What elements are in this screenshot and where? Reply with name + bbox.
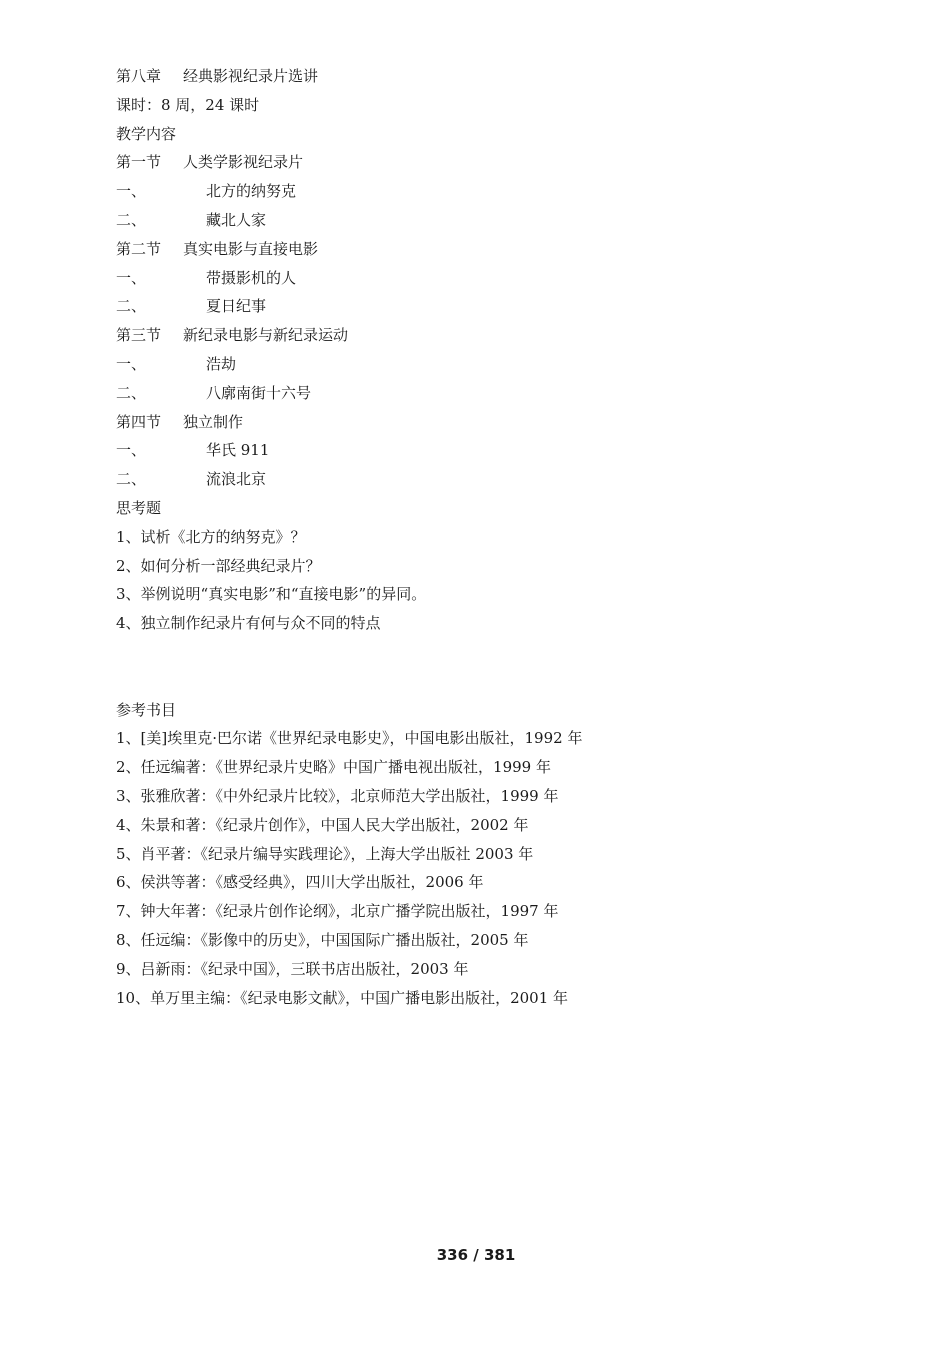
reference-item: 3、张雅欣著：《中外纪录片比较》，北京师范大学出版社，1999 年: [116, 786, 559, 805]
chapter-heading: 第八章 经典影视纪录片选讲: [116, 67, 319, 85]
document-body: [116, 62, 896, 1012]
reference-item: 10、单万里主编：《纪录电影文献》，中国广播电影出版社，2001 年: [116, 988, 569, 1007]
section-heading: 第二节 真实电影与直接电影: [116, 239, 319, 258]
section-item: 二、 八廓南街十六号: [116, 383, 312, 402]
reference-item: 8、任远编：《影像中的历史》，中国国际广播出版社，2005 年: [116, 930, 529, 949]
page-number: 336 / 381: [436, 1246, 516, 1264]
section-heading: 第三节 新纪录电影与新纪录运动: [116, 326, 349, 345]
section-item: 二、 流浪北京: [116, 470, 267, 489]
hours-line: 课时：8 周，24 课时: [116, 95, 260, 114]
section-item: 二、 夏日纪事: [116, 297, 267, 316]
section-item: 一、 浩劫: [116, 354, 237, 373]
reference-item: 1、[美]埃里克·巴尔诺《世界纪录电影史》，中国电影出版社，1992 年: [116, 729, 583, 748]
section-heading: 第一节 人类学影视纪录片: [116, 153, 304, 172]
content-heading: 教学内容: [116, 124, 177, 143]
section-item: 一、 华氏 911: [116, 441, 270, 460]
section-item: 二、 藏北人家: [116, 210, 267, 229]
reference-item: 9、吕新雨：《纪录中国》，三联书店出版社，2003 年: [116, 959, 469, 978]
reference-item: 2、任远编著：《世界纪录片史略》中国广播电视出版社，1999 年: [116, 758, 551, 777]
section-item: 一、 北方的纳努克: [116, 182, 297, 201]
section-heading: 第四节 独立制作: [116, 412, 244, 431]
reference-item: 6、侯洪等著：《感受经典》，四川大学出版社，2006 年: [116, 873, 484, 892]
questions-heading: 思考题: [116, 498, 162, 517]
question-item: 4、独立制作纪录片有何与众不同的特点: [116, 614, 381, 633]
reference-item: 5、肖平著：《纪录片编导实践理论》，上海大学出版社 2003 年: [116, 844, 534, 863]
reference-item: 4、朱景和著：《纪录片创作》，中国人民大学出版社，2002 年: [116, 815, 529, 834]
section-item: 一、 带摄影机的人: [116, 268, 297, 287]
references-heading: 参考书目: [116, 700, 177, 719]
question-item: 2、如何分析一部经典纪录片？: [116, 556, 321, 575]
reference-item: 7、钟大年著：《纪录片创作论纲》，北京广播学院出版社，1997 年: [116, 902, 559, 921]
question-item: 1、试析《北方的纳努克》？: [116, 527, 306, 546]
question-item: 3、举例说明“真实电影”和“直接电影”的异同。: [116, 585, 427, 604]
spacer: [116, 638, 896, 696]
